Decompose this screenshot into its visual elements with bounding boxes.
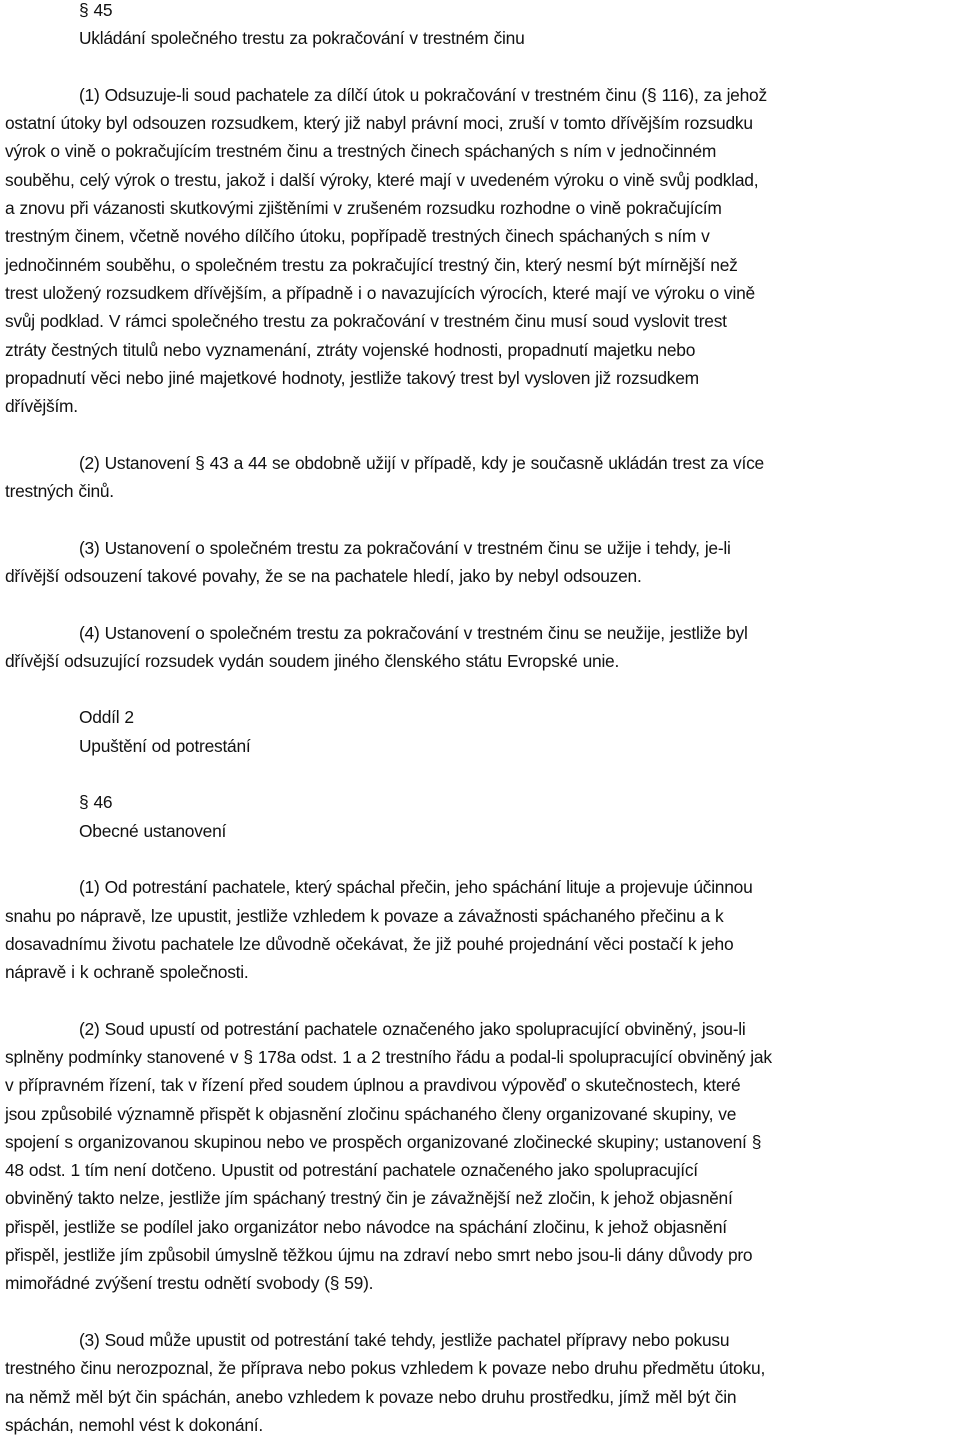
text-line: propadnutí věci nebo jiné majetkové hodnoty, jestliže takový trest byl vysloven již rozsudkem bbox=[5, 367, 699, 388]
text-line: (2) Ustanovení § 43 a 44 se obdobně užijí v případě, kdy je současně ukládán trest za více bbox=[79, 452, 764, 473]
division-number: Oddíl 2 bbox=[79, 707, 134, 728]
text-line: souběhu, celý výrok o trestu, jakož i další výroky, které mají v uvedeném výroku o vině svůj podklad, bbox=[5, 169, 759, 190]
text-line: splněny podmínky stanovené v § 178a odst. 1 a 2 trestního řádu a podal-li spolupracující obviněný jak bbox=[5, 1046, 772, 1067]
section-title: Ukládání společného trestu za pokračování v trestném činu bbox=[79, 28, 525, 49]
text-line: nápravě i k ochraně společnosti. bbox=[5, 962, 249, 983]
text-line: dřívější odsuzující rozsudek vydán soudem jiného členského státu Evropské unie. bbox=[5, 650, 620, 671]
text-line: a znovu při vázanosti skutkovými zjištěními v zrušeném rozsudku rozhodne o vině pokračujícím bbox=[5, 198, 722, 219]
section-title: Obecné ustanovení bbox=[79, 820, 227, 841]
text-line: spáchán, nemohl vést k dokonání. bbox=[5, 1414, 263, 1435]
text-line: jednočinném souběhu, o společném trestu za pokračující trestný čin, který nesmí být mírnější než bbox=[5, 254, 738, 275]
paragraph bbox=[5, 81, 960, 421]
section-number: § 45 bbox=[79, 0, 113, 20]
text-line: ostatní útoky byl odsouzen rozsudkem, který již nabyl právní moci, zruší v tomto dřívějším rozsudku bbox=[5, 113, 753, 134]
text-line: obviněný takto nelze, jestliže jím spáchaný trestný čin je závažnější než zločin, k jehož objasnění bbox=[5, 1188, 733, 1209]
text-line: svůj podklad. V rámci společného trestu za pokračování v trestném činu musí soud vyslovit trest bbox=[5, 311, 727, 332]
paragraph bbox=[5, 449, 960, 506]
text-line: výrok o vině o pokračujícím trestném činu a trestných činech spáchaných s ním v jednočinném bbox=[5, 141, 717, 162]
paragraph bbox=[5, 1326, 960, 1439]
text-line: (3) Soud může upustit od potrestání také tehdy, jestliže pachatel přípravy nebo pokusu bbox=[79, 1329, 730, 1350]
text-line: dřívějším. bbox=[5, 396, 78, 417]
text-line: (4) Ustanovení o společném trestu za pokračování v trestném činu se neužije, jestliže byl bbox=[79, 622, 748, 643]
section-number: § 46 bbox=[79, 792, 113, 813]
paragraph bbox=[5, 534, 960, 591]
text-line: přispěl, jestliže jím způsobil úmyslně těžkou újmu na zdraví nebo smrt nebo jsou-li dány důvody pro bbox=[5, 1245, 753, 1266]
paragraph bbox=[5, 873, 960, 986]
text-line: trestným činem, včetně nového dílčího útoku, popřípadě trestných činech spáchaných s ním v bbox=[5, 226, 710, 247]
division-title: Upuštění od potrestání bbox=[79, 735, 251, 756]
text-line: trestných činů. bbox=[5, 481, 114, 502]
text-line: spojení s organizovanou skupinou nebo ve prospěch organizované zločinecké skupiny; ustanovení § bbox=[5, 1131, 762, 1152]
paragraph bbox=[5, 619, 960, 676]
document-page bbox=[5, 0, 960, 1439]
text-line: trest uložený rozsudkem dřívějším, a případně i o navazujících výrocích, které mají ve výroku o vině bbox=[5, 282, 755, 303]
text-line: trestného činu nerozpoznal, že příprava nebo pokus vzhledem k povaze nebo druhu předmětu útoku, bbox=[5, 1358, 766, 1379]
text-line: jsou způsobilé významně přispět k objasnění zločinu spáchaného členy organizované skupiny, ve bbox=[5, 1103, 737, 1124]
text-line: snahu po nápravě, lze upustit, jestliže vzhledem k povaze a závažnosti spáchaného přečinu a k bbox=[5, 905, 724, 926]
text-line: přispěl, jestliže se podílel jako organizátor nebo návodce na spáchání zločinu, k jehož objasnění bbox=[5, 1216, 727, 1237]
text-line: 48 odst. 1 tím není dotčeno. Upustit od potrestání pachatele označeného jako spolupracující bbox=[5, 1160, 698, 1181]
text-line: ztráty čestných titulů nebo vyznamenání, ztráty vojenské hodnosti, propadnutí majetku nebo bbox=[5, 339, 696, 360]
text-line: (3) Ustanovení o společném trestu za pokračování v trestném činu se užije i tehdy, je-li bbox=[79, 537, 731, 558]
text-line: (1) Odsuzuje-li soud pachatele za dílčí útok u pokračování v trestném činu (§ 116), za jehož bbox=[79, 84, 767, 105]
paragraph bbox=[5, 1015, 960, 1298]
text-line: dřívější odsouzení takové povahy, že se na pachatele hledí, jako by nebyl odsouzen. bbox=[5, 565, 642, 586]
text-line: (1) Od potrestání pachatele, který spáchal přečin, jeho spáchání lituje a projevuje účinnou bbox=[79, 877, 753, 898]
text-line: v přípravném řízení, tak v řízení před soudem úplnou a pravdivou výpověď o skutečnostech, které bbox=[5, 1075, 741, 1096]
text-line: (2) Soud upustí od potrestání pachatele označeného jako spolupracující obviněný, jsou-li bbox=[79, 1018, 746, 1039]
text-line: na němž měl být čin spáchán, anebo vzhledem k povaze nebo druhu prostředku, jímž měl být čin bbox=[5, 1386, 737, 1407]
text-line: dosavadnímu životu pachatele lze důvodně očekávat, že již pouhé projednání věci postačí k jeho bbox=[5, 933, 734, 954]
text-line: mimořádné zvýšení trestu odnětí svobody (§ 59). bbox=[5, 1273, 374, 1294]
